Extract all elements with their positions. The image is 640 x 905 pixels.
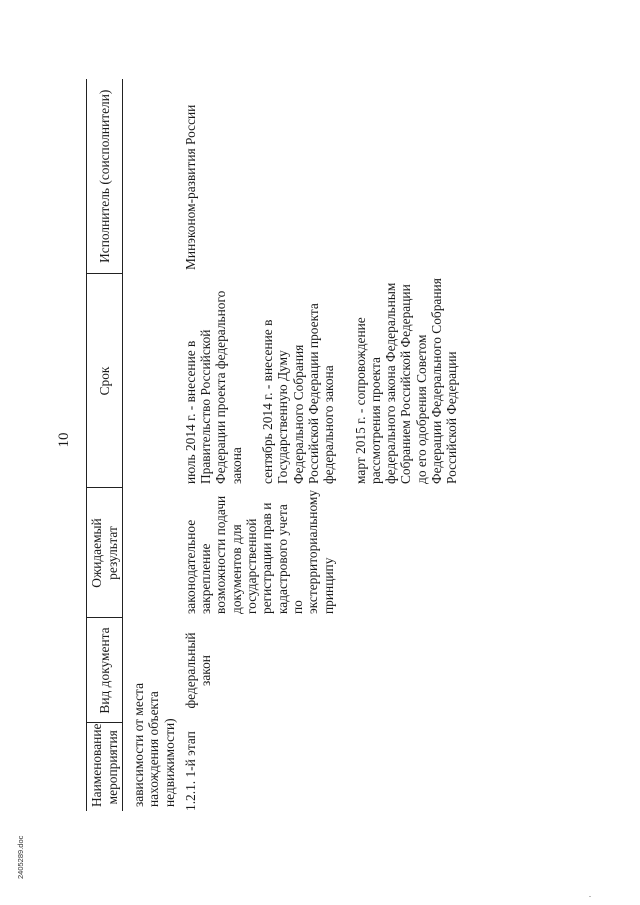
term-item: март 2015 г. - сопровождение рассмотрения проекта федерального закона Федеральным Собранием Российской Федерации до его одобрения Советом Федерации Федерального Собрания Российской Федерации [352,278,460,484]
doc-type-cell: федеральный закон [182,632,214,709]
table-row [177,79,460,811]
header-result: Ожидаемый результат [87,488,123,618]
stage-name-cell [177,723,460,811]
scan-speck [589,896,591,897]
result-cell: законодательное закрепление возможности подачи документов для государственной регистрации прав и кадастрового учета по экстерриториальному принципу [182,489,336,614]
continuation-text: зависимости от места нахождения объекта недвижимости) [131,682,177,807]
executor-cell: Минэконом-развития России [182,104,198,270]
header-doc-type: Вид документа [87,618,123,723]
footer-file-code: 2405289.doc [16,835,25,879]
term-cell [177,274,460,488]
header-name: Наименование мероприятия [87,723,123,811]
table-header-row [87,79,123,811]
term-item: сентябрь 2014 г. - внесение в Государственную Думу Федерального Собрания Российской Федерации проекта федерального закона [260,303,337,484]
plan-table [86,79,460,811]
header-executor: Исполнитель (соисполнители) [87,79,123,274]
continuation-row [129,79,177,811]
header-term: Срок [87,274,123,488]
stage-name: 1.2.1. 1-й этап [182,731,198,811]
term-item: июль 2014 г. - внесение в Правительство Российской Федерации проекта федерального закона [182,290,244,484]
page-number: 10 [56,432,72,448]
